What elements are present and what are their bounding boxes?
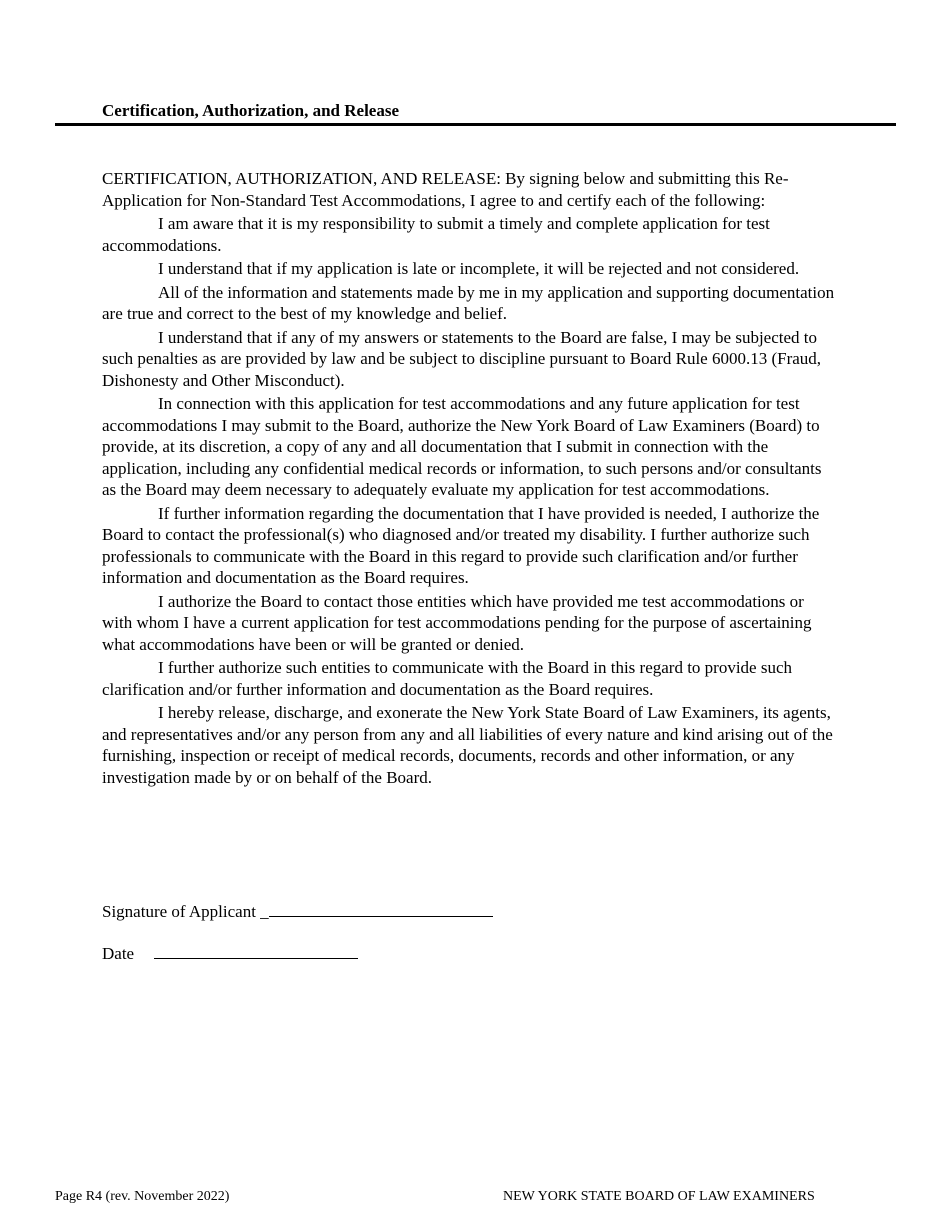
certification-body <box>102 168 837 790</box>
section-title: Certification, Authorization, and Release <box>102 101 399 120</box>
footer-page-info: Page R4 (rev. November 2022) <box>55 1189 230 1204</box>
paragraph-responsibility: I am aware that it is my responsibility to submit a timely and complete application for test accommodations. <box>102 214 770 255</box>
header-rule <box>55 123 896 126</box>
signature-row <box>102 900 493 923</box>
date-row <box>102 942 358 965</box>
paragraph-documentation-sharing: In connection with this application for test accommodations and any future application for test accommodations I may submit to the Board, authorize the New York Board of Law Examiners (Board) to provide, at its discretion, a copy of any and all documentation that I submit in connection with the application, including any confidential medical records or information, to such persons and/or consultants as the Board may deem necessary to adequately evaluate my application for test accommodations. <box>102 394 822 499</box>
paragraph-contact-professionals: If further information regarding the documentation that I have provided is needed, I authorize the Board to contact the professional(s) who diagnosed and/or treated my disability. I further authorize such professionals to communicate with the Board in this regard to provide such clarification and/or further information and documentation as the Board requires. <box>102 503 820 587</box>
signature-label: Signature of Applicant <box>102 902 256 921</box>
paragraph-true-statements: All of the information and statements made by me in my application and supporting documentation are true and correct to the best of my knowledge and belief. <box>102 282 835 323</box>
certification-intro: CERTIFICATION, AUTHORIZATION, AND RELEASE: By signing below and submitting this Re-Application for Non-Standard Test Accommodations, I agree to and certify each of the following: <box>102 169 789 210</box>
date-label: Date <box>102 944 135 963</box>
signature-prefix: _ <box>260 902 269 921</box>
paragraph-late-application: I understand that if my application is late or incomplete, it will be rejected and not considered. <box>158 259 800 278</box>
paragraph-contact-entities: I authorize the Board to contact those entities which have provided me test accommodations or with whom I have a current application for test accommodations pending for the purpose of ascertaining what accommodations have been or will be granted or denied. <box>102 591 812 654</box>
paragraph-entities-communicate: I further authorize such entities to communicate with the Board in this regard to provide such clarification and/or further information and documentation as the Board requires. <box>102 658 793 699</box>
signature-line[interactable] <box>269 900 493 917</box>
paragraph-release: I hereby release, discharge, and exonerate the New York State Board of Law Examiners, its agents, and representatives and/or any person from any and all liabilities of every nature and kind arising out of the furnishing, inspection or receipt of medical records, documents, records and other information, or any investigation made by or on behalf of the Board. <box>102 703 833 787</box>
paragraph-penalties: I understand that if any of my answers or statements to the Board are false, I may be subjected to such penalties as are provided by law and be subject to discipline pursuant to Board Rule 6000.13 (Fraud, Dishonesty and Other Misconduct). <box>102 327 822 390</box>
date-line[interactable] <box>154 942 358 959</box>
footer-organization: NEW YORK STATE BOARD OF LAW EXAMINERS <box>503 1189 815 1204</box>
